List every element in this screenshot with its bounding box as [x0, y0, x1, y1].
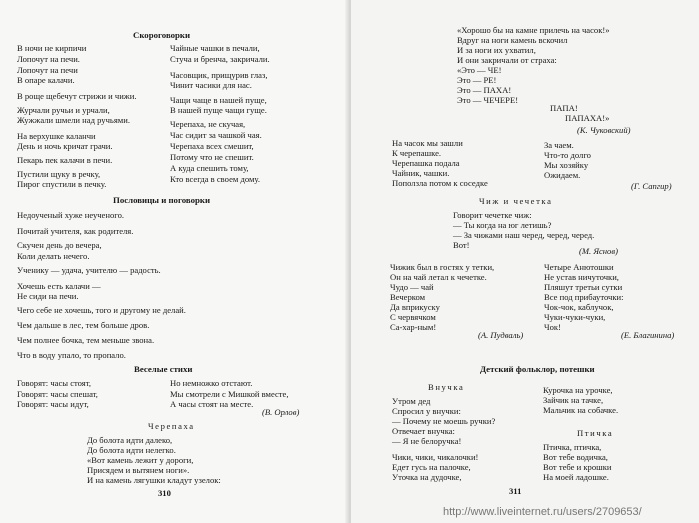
- line: Вот тебе и крошки: [543, 462, 612, 472]
- line: День и ночь кричат грачи.: [17, 141, 113, 151]
- line: Лопочут на печи.: [17, 54, 80, 64]
- line: «Вот камень лежит у дороги,: [87, 455, 194, 465]
- line: — Почему не моешь ручки?: [392, 416, 496, 426]
- right-page: [351, 0, 699, 523]
- line: — Я не белоручка!: [392, 436, 462, 446]
- line: До болота идти нелегко.: [87, 445, 176, 455]
- line: Вдруг на ноги камень вскочил: [457, 35, 568, 45]
- line: И они закричали от страха:: [457, 55, 557, 65]
- heading-poslovitsy: Пословицы и поговорки: [113, 195, 211, 205]
- author: (Е. Благинина): [621, 330, 675, 340]
- proverb: Не сиди на печи.: [17, 291, 79, 301]
- line: Вот тебе водичка,: [543, 452, 608, 462]
- line: К черепашке.: [392, 148, 442, 158]
- line: Черепаха, не скучая,: [170, 119, 246, 129]
- line: С червячком: [390, 312, 436, 322]
- line: Птичка, птичка,: [543, 442, 602, 452]
- line: Чижик был в гостях у тетки,: [390, 262, 495, 272]
- line: Са-хар-ным!: [390, 322, 437, 332]
- line: Пирог спустили в печку.: [17, 179, 107, 189]
- line: Поползла потом к соседке: [392, 178, 488, 188]
- proverb: Чем полнее бочка, тем меньше звона.: [17, 335, 155, 345]
- line: «Это — ЧЕ!: [457, 65, 502, 75]
- proverb: Почитай учителя, как родителя.: [17, 226, 134, 236]
- proverb: Что в воду упало, то пропало.: [17, 350, 126, 360]
- heading-veselye-stikhi: Веселые стихи: [134, 364, 193, 374]
- proverb: Недоученый хуже неученого.: [17, 210, 125, 220]
- heading-vnuchka: Внучка: [428, 382, 465, 392]
- line: — Ты когда на юг летишь?: [453, 220, 552, 230]
- line: Это — ПАХА!: [457, 85, 512, 95]
- line: Чок-чок, каблучок,: [544, 302, 614, 312]
- line: И за ноги их ухватил,: [457, 45, 536, 55]
- line: Чащи чаще в нашей пуще,: [170, 95, 267, 105]
- left-page: [0, 0, 349, 523]
- line: Кто всегда в своем дому.: [170, 174, 261, 184]
- line: Ожидаем.: [544, 170, 581, 180]
- line: Это — ЧЕЧЕРЕ!: [457, 95, 519, 105]
- line: За чаем.: [544, 140, 574, 150]
- line: Чуки-чуки-чуки,: [544, 312, 606, 322]
- line: Пляшут третьи сутки: [544, 282, 623, 292]
- line: Это — РЕ!: [457, 75, 497, 85]
- line: ПАПАХА!»: [565, 113, 610, 123]
- line: Он на чай летал к чечетке.: [390, 272, 487, 282]
- author: (М. Яснов): [579, 246, 618, 256]
- heading-folklor: Детский фольклор, потешки: [480, 364, 595, 374]
- line: Вот!: [453, 240, 470, 250]
- line: Едет гусь на палочке,: [392, 462, 471, 472]
- page-number: 311: [509, 486, 522, 496]
- line: Часовщик, прищурив глаз,: [170, 70, 268, 80]
- line: На верхушке каланчи: [17, 131, 96, 141]
- heading-ptichka: Птичка: [577, 428, 614, 438]
- author: (К. Чуковский): [577, 125, 631, 135]
- author: (В. Орлов): [262, 407, 300, 417]
- line: Чики, чики, чикалочки!: [392, 452, 479, 462]
- line: — За чижами наш черед, черед, черед.: [453, 230, 595, 240]
- line: А часы стоят на месте.: [170, 399, 254, 409]
- line: Все под прибауточки:: [544, 292, 624, 302]
- line: В нашей пуще чащи гуще.: [170, 105, 267, 115]
- proverb: Хочешь есть калачи —: [17, 281, 101, 291]
- author: (Г. Сапгир): [631, 181, 672, 191]
- line: В опаре калачи.: [17, 75, 75, 85]
- proverb: Чего себе не хочешь, того и другому не делай.: [17, 305, 186, 315]
- line: Говорит чечетке чиж:: [453, 210, 532, 220]
- line: На моей ладошке.: [543, 472, 609, 482]
- line: Мы хозяйку: [544, 160, 589, 170]
- line: Пекарь пек калачи в печи.: [17, 155, 113, 165]
- line: Что-то долго: [544, 150, 591, 160]
- author: (А. Пудваль): [478, 330, 524, 340]
- line: И на камень лягушки кладут узелок:: [87, 475, 221, 485]
- line: А куда спешить тому,: [170, 163, 249, 173]
- line: Говорят: часы идут,: [17, 399, 89, 409]
- line: ПАПА!: [550, 103, 578, 113]
- line: До болота идти далеко,: [87, 435, 173, 445]
- page-number: 310: [158, 488, 171, 498]
- line: Лопочут на печи: [17, 65, 78, 75]
- line: Говорят: часы стоят,: [17, 378, 92, 388]
- line: Потому что не спешит.: [170, 152, 254, 162]
- line: Но немножко отстают.: [170, 378, 253, 388]
- heading-cherepakha: Черепаха: [148, 421, 195, 431]
- line: Вечерком: [390, 292, 426, 302]
- proverb: Коли делать нечего.: [17, 251, 90, 261]
- line: Журчали ручьи и урчали,: [17, 105, 110, 115]
- line: Да вприкуску: [390, 302, 440, 312]
- line: Чайные чашки в печали,: [170, 43, 260, 53]
- line: Стуча и бренча, закричали.: [170, 54, 270, 64]
- line: Чудо — чай: [390, 282, 434, 292]
- line: В ночи не кирпичи: [17, 43, 87, 53]
- proverb: Чем дальше в лес, тем больше дров.: [17, 320, 150, 330]
- line: Чок!: [544, 322, 561, 332]
- line: Говорят: часы спешат,: [17, 389, 98, 399]
- proverb: Ученику — удача, учителю — радость.: [17, 265, 161, 275]
- line: Уточка на дудочке,: [392, 472, 462, 482]
- line: На часок мы зашли: [392, 138, 463, 148]
- proverb: Скучен день до вечера,: [17, 240, 102, 250]
- line: Четыре Анютошки: [544, 262, 614, 272]
- line: Курочка на урочке,: [543, 385, 613, 395]
- heading-chizh: Чиж и чечетка: [479, 196, 553, 206]
- line: Утром дед: [392, 396, 431, 406]
- watermark-url: http://www.liveinternet.ru/users/2709653/: [443, 506, 642, 518]
- line: Пустили щуку в речку,: [17, 169, 101, 179]
- line: Отвечает внучка:: [392, 426, 455, 436]
- line: Чайник, чашки.: [392, 168, 450, 178]
- heading-skorogovorki: Скороговорки: [133, 30, 191, 40]
- line: Спросил у внучки:: [392, 406, 461, 416]
- line: В роще щебечут стрижи и чижи.: [17, 91, 137, 101]
- line: Зайчик на тачке,: [543, 395, 604, 405]
- line: Жужжали шмели над ручьями.: [17, 115, 130, 125]
- line: Присядем и вытянем ноги».: [87, 465, 190, 475]
- line: Мальчик на собачке.: [543, 405, 619, 415]
- line: Мы смотрели с Мишкой вместе,: [170, 389, 289, 399]
- line: Чинит часики для нас.: [170, 80, 252, 90]
- line: «Хорошо бы на камне прилечь на часок!»: [457, 25, 610, 35]
- line: Черепаха всех смешит,: [170, 141, 254, 151]
- line: Не устав ничуточки,: [544, 272, 619, 282]
- line: Черепашка подала: [392, 158, 460, 168]
- line: Час сидит за чашкой чая.: [170, 130, 262, 140]
